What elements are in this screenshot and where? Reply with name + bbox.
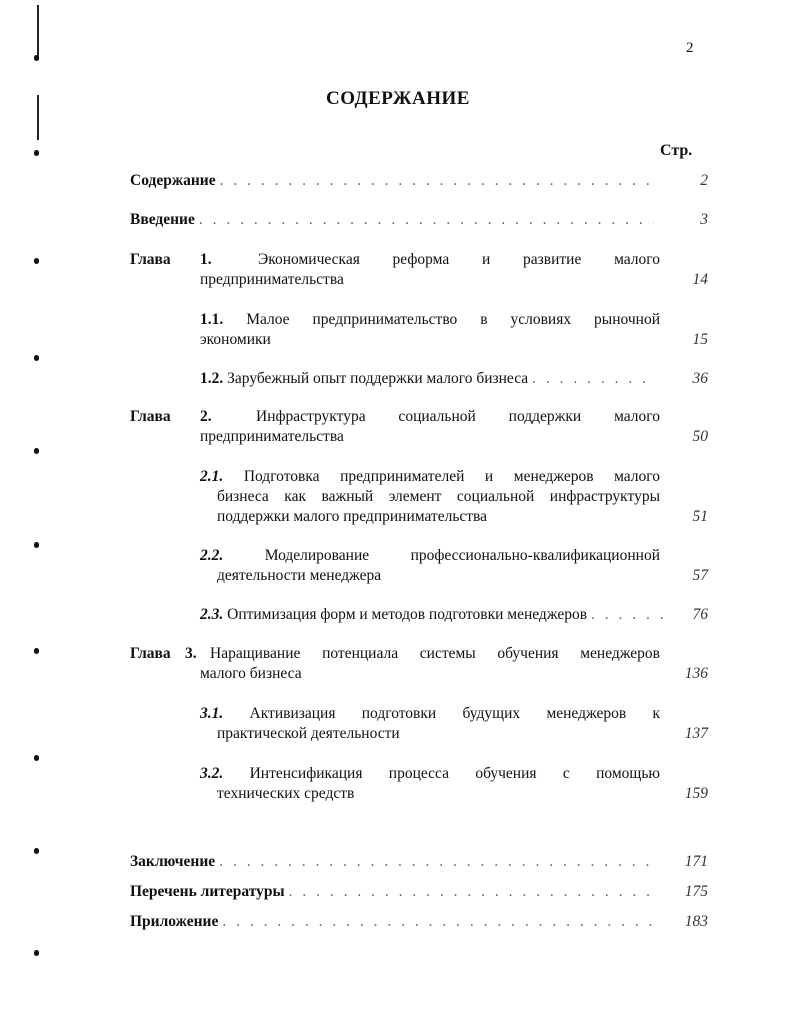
margin-mark xyxy=(34,648,39,654)
toc-line: бизнеса как важный элемент социальной инфраструктуры xyxy=(217,488,660,505)
toc-page: 51 xyxy=(692,508,708,525)
toc-page: 57 xyxy=(692,567,708,584)
toc-line: практической деятельности xyxy=(217,725,400,742)
toc-label: Заключение xyxy=(130,853,216,870)
toc-page: 2 xyxy=(700,172,708,189)
margin-mark xyxy=(34,55,39,61)
toc-page: 171 xyxy=(684,853,708,870)
toc-chapter-number: 2. xyxy=(200,408,212,425)
toc-chapter-word: Глава xyxy=(130,251,171,268)
toc-section-number: 2.2. xyxy=(200,547,224,564)
toc-chapter-number: 3. xyxy=(185,645,197,662)
toc-page: 175 xyxy=(684,883,708,900)
toc-page: 183 xyxy=(684,913,708,930)
margin-line xyxy=(37,95,39,140)
toc-page: 50 xyxy=(692,428,708,445)
toc-page: 137 xyxy=(684,725,708,742)
toc-page: 15 xyxy=(692,331,708,348)
toc-leader xyxy=(219,852,658,872)
toc-leader xyxy=(220,171,654,191)
margin-mark xyxy=(34,150,39,156)
toc-section-number: 3.1. xyxy=(200,705,224,722)
margin-mark xyxy=(34,950,39,956)
toc-label: Введение xyxy=(130,211,195,228)
margin-mark xyxy=(34,848,39,854)
toc-entry-introduction xyxy=(130,210,708,230)
margin-mark xyxy=(34,355,39,361)
toc-entry-conclusion xyxy=(130,852,708,872)
toc-label: Содержание xyxy=(130,172,216,189)
toc-line: предпринимательства xyxy=(200,271,344,288)
toc-line: Экономическая реформа и развитие малого xyxy=(258,251,660,268)
toc-line: Инфраструктура социальной поддержки малого xyxy=(256,408,660,425)
toc-section-number: 1.1. xyxy=(200,311,224,328)
margin-mark xyxy=(34,258,39,264)
toc-line: малого бизнеса xyxy=(200,665,302,682)
toc-leader xyxy=(532,369,646,389)
toc-label: Оптимизация форм и методов подготовки менеджеров xyxy=(227,606,588,623)
margin-mark xyxy=(34,755,39,761)
margin-mark xyxy=(34,448,39,454)
toc-line: Малое предпринимательство в условиях рыночной xyxy=(246,311,661,328)
toc-line: поддержки малого предпринимательства xyxy=(217,508,488,525)
toc-section-number: 1.2. xyxy=(200,370,224,387)
toc-chapter-word: Глава xyxy=(130,408,171,425)
toc-page: 14 xyxy=(692,271,708,288)
toc-entry-contents xyxy=(130,171,708,191)
toc-leader xyxy=(289,882,658,902)
toc-label: Приложение xyxy=(130,913,219,930)
toc-line: Интенсификация процесса обучения с помощью xyxy=(249,765,660,782)
toc-chapter-number: 1. xyxy=(200,251,212,268)
toc-label: Зарубежный опыт поддержки малого бизнеса xyxy=(227,370,529,387)
toc-leader xyxy=(199,210,654,230)
toc-line: технических средств xyxy=(217,785,355,802)
toc-page: 3 xyxy=(700,211,708,228)
toc-page: 136 xyxy=(684,665,708,682)
toc-section-number: 2.1. xyxy=(200,468,224,485)
page-column-label: Стр. xyxy=(660,142,693,159)
toc-line: Активизация подготовки будущих менеджеров к xyxy=(249,705,660,722)
toc-page: 159 xyxy=(684,785,708,802)
toc-section-number: 3.2. xyxy=(200,765,224,782)
toc-label: Перечень литературы xyxy=(130,883,285,900)
toc-line: предпринимательства xyxy=(200,428,344,445)
toc-page: 76 xyxy=(692,606,708,623)
toc-line: деятельности менеджера xyxy=(217,567,382,584)
toc-line: экономики xyxy=(200,331,271,348)
toc-entry-bibliography xyxy=(130,882,708,902)
toc-line: Моделирование профессионально-квалификационной xyxy=(264,547,660,564)
page-number: 2 xyxy=(686,40,694,56)
toc-section-number: 2.3. xyxy=(200,606,224,623)
page-title: СОДЕРЖАНИЕ xyxy=(326,88,470,109)
toc-page: 36 xyxy=(692,370,708,387)
toc-entry-section-2-3 xyxy=(200,605,708,625)
toc-entry-appendix xyxy=(130,912,708,932)
toc-line: Наращивание потенциала системы обучения менеджеров xyxy=(210,645,660,662)
toc-chapter-word: Глава xyxy=(130,645,171,662)
toc-leader xyxy=(222,912,658,932)
toc-entry-section-1-2 xyxy=(200,369,708,389)
toc-line: Подготовка предпринимателей и менеджеров малого xyxy=(243,468,660,485)
toc-leader xyxy=(591,605,664,625)
margin-line xyxy=(37,5,39,60)
margin-mark xyxy=(34,542,39,548)
